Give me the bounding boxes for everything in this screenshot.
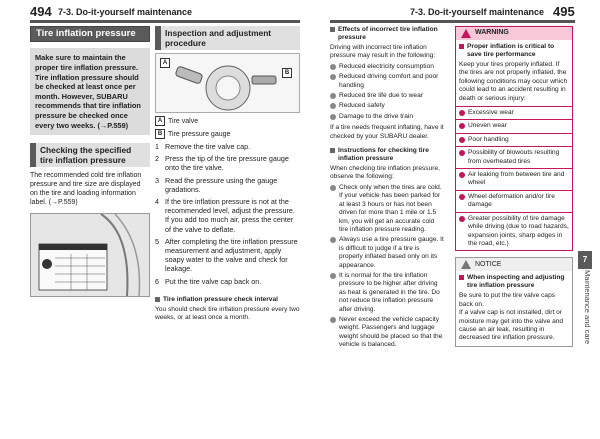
warn-item-text: Air leaking from between tire and wheel [468,171,565,187]
warn-item [456,120,572,133]
step-6-text: Put the tire valve cap back on. [165,276,262,286]
effects-text: Driving with incorrect tire inflation pressure may result in the following: [330,44,436,60]
bullet-dot-icon [459,150,465,156]
warn-item [456,169,572,191]
callout-b: B [282,68,292,78]
notice-label: NOTICE [475,260,502,268]
callout-a: A [160,58,170,68]
warn-item-text: Excessive wear [468,109,514,117]
step-5: 5 After completing the tire inflation pressure measurement and adjustment, apply soapy water to the valve and check for leakage. [155,237,300,274]
instr-head [330,147,445,163]
column-1 [30,26,150,297]
notice-triangle-icon [461,260,471,269]
legend-b-text: Tire pressure gauge [168,130,231,138]
tire-label-illustration [30,213,150,297]
column-3 [330,26,445,350]
bullet-dot-icon [330,103,336,109]
instr-head-text: Instructions for checking tire inflation pressure [338,147,429,163]
step-3: 3 Read the pressure using the gauge gradations. [155,176,300,194]
interval-head [155,296,300,304]
notice-head-text: When inspecting and adjusting tire inflation pressure [467,274,565,290]
warn-item-text: Uneven wear [468,122,507,130]
tire-valve-illustration [155,53,300,113]
instr-item [330,272,445,314]
step-5-text: After completing the tire inflation pressure measurement and adjustment, apply soapy water to the valve and check for leakage. [165,236,298,274]
warn-item [456,213,572,251]
effects-item-text: Reduced safety [339,102,385,110]
page-header [0,0,600,24]
warn-item-text: Greater possibility of tire damage while driving (due to road hazards, expansion joints, sharp edges in the road, etc.) [468,214,569,247]
instr-item-text: Never exceed the vehicle capacity weight. Passengers and luggage weight should be placed so that the vehicle is balanced. [339,315,443,349]
subhead-procedure: Inspection and adjustment procedure [155,26,300,50]
effects-head-text: Effects of incorrect tire inflation pressure [338,26,438,41]
bullet-dot-icon [330,64,336,70]
bullet-dot-icon [459,194,465,200]
notice-head [459,274,569,290]
bullet-dot-icon [330,93,336,99]
warn-item [456,134,572,147]
instr-text: When checking tire inflation pressure, observe the following: [330,165,440,181]
warn-item-text: Poor handling [468,135,509,143]
effects-after: If a tire needs frequent inflating, have it checked by your SUBARU dealer. [330,124,444,140]
procedure-steps [155,142,300,286]
warning-triangle-icon [461,29,471,38]
notice-body [456,271,572,345]
warn-item [456,191,572,213]
step-6: 6 Put the tire valve cap back on. [155,276,262,286]
left-header-rule [30,20,300,23]
warn-item-text: Wheel deformation and/or tire damage [468,192,555,209]
step-1: 1 Remove the tire valve cap. [155,142,251,151]
chapter-tab-label: Maintenance and care [583,270,592,345]
instr-item-text: It is normal for the tire inflation pressure to be higher after driving as heat is generated in the tire. Do not reduce tire inflation pressure after driving. [339,271,440,313]
bullet-dot-icon [330,74,336,80]
effects-item-text: Reduced electricity consumption [339,62,434,70]
bullet-square-icon [330,148,335,153]
bullet-square-icon [330,27,335,32]
warn-item [456,147,572,169]
step-4: 4 If the tire inflation pressure is not at the recommended level, adjust the pressure. If you add too much air, press the center of the valve to deflate. [155,197,300,234]
left-chapter-title: 7-3. Do-it-yourself maintenance [58,7,193,17]
notice-text: Be sure to put the tire valve caps back on. If a valve cap is not installed, dirt or moisture may get into the valve and cause an air leak, resulting in decreased tire inflation pressure. [459,292,564,342]
warning-body [456,40,572,106]
instr-item [330,184,445,234]
legend-callout-b: B [155,129,165,139]
instr-item-text: Always use a tire pressure gauge. It is difficult to judge if a tire is properly inflated based only on its appearance. [339,236,444,269]
step-2: 2 Press the tip of the tire pressure gauge onto the tire valve. [155,154,300,172]
effects-item-text: Reduced tire life due to wear [339,92,423,100]
step-3-text: Read the pressure using the gauge gradations. [165,175,278,194]
checking-text: The recommended cold tire inflation pressure and tire size are displayed on the tire and loading information label. (→P.559) [30,172,142,207]
right-page-number: 495 [553,4,575,19]
column-2 [155,26,300,322]
effects-item [330,113,445,121]
left-page-number: 494 [30,4,52,19]
bullet-square-icon [155,297,160,302]
instr-item [330,236,445,270]
effects-item [330,92,445,100]
legend-a-text: Tire valve [168,117,199,125]
intro-box: Make sure to maintain the proper tire inflation pressure. Tire inflation pressure should be checked at least once per month. However, SUBARU recommends that tire inflation pressure be checked once every two weeks. (→P.559) [30,48,150,135]
right-chapter-title: 7-3. Do-it-yourself maintenance [410,7,545,17]
section-title: Tire inflation pressure [30,26,150,42]
legend-callout-a: A [155,116,165,126]
right-header-rule [330,20,575,23]
effects-item-text: Damage to the drive train [339,112,414,120]
warn-head [459,43,569,59]
warning-label: WARNING [475,29,509,37]
step-4-text: If the tire inflation pressure is not at the recommended level, adjust the pressure. If you add too much air, press the center of the valve to deflate. [165,197,295,234]
instr-item [330,316,445,350]
warning-list [456,106,572,250]
bullet-square-icon [459,44,464,49]
warn-item-text: Possibility of blowouts resulting from overheated tires [468,149,560,165]
bullet-dot-icon [459,110,465,116]
instr-item-text: Check only when the tires are cold. If your vehicle has been parked for at least 3 hours or has not been driven for more than 1 mile or 1.5 km, you will get an accurate cold tire inflation pressure reading. [339,183,442,233]
legend-a [155,116,300,126]
bullet-dot-icon [330,317,336,323]
step-1-text: Remove the tire valve cap. [165,142,251,151]
bullet-dot-icon [459,216,465,222]
subhead-checking: Checking the specified tire inflation pressure [30,143,150,167]
warn-item [456,106,572,120]
bullet-dot-icon [459,172,465,178]
bullet-dot-icon [330,273,336,279]
effects-item-text: Reduced driving comfort and poor handling [339,73,439,89]
effects-head [330,26,445,42]
effects-item [330,73,445,90]
effects-item [330,102,445,110]
interval-text: You should check tire inflation pressure every two weeks, or at least once a month. [155,305,300,322]
notice-header [456,258,572,271]
bullet-dot-icon [330,185,336,191]
interval-head-text: Tire inflation pressure check interval [163,295,278,303]
step-2-text: Press the tip of the tire pressure gauge onto the tire valve. [165,154,289,173]
bullet-square-icon [459,275,464,280]
bullet-dot-icon [330,237,336,243]
chapter-tab: 7 [578,251,592,269]
column-4 [455,26,573,347]
bullet-dot-icon [459,123,465,129]
warn-text: Keep your tires properly inflated. If the tires are not properly inflated, the following conditions may occur which could lead to an accident resulting in death or serious injury: [459,61,568,102]
warning-header [456,27,572,40]
bullet-dot-icon [459,137,465,143]
warning-box [455,26,573,251]
bullet-dot-icon [330,114,336,120]
warn-head-text: Proper inflation is critical to save tire performance [467,43,555,58]
effects-item [330,63,445,71]
legend-b [155,129,300,139]
notice-box [455,257,573,346]
